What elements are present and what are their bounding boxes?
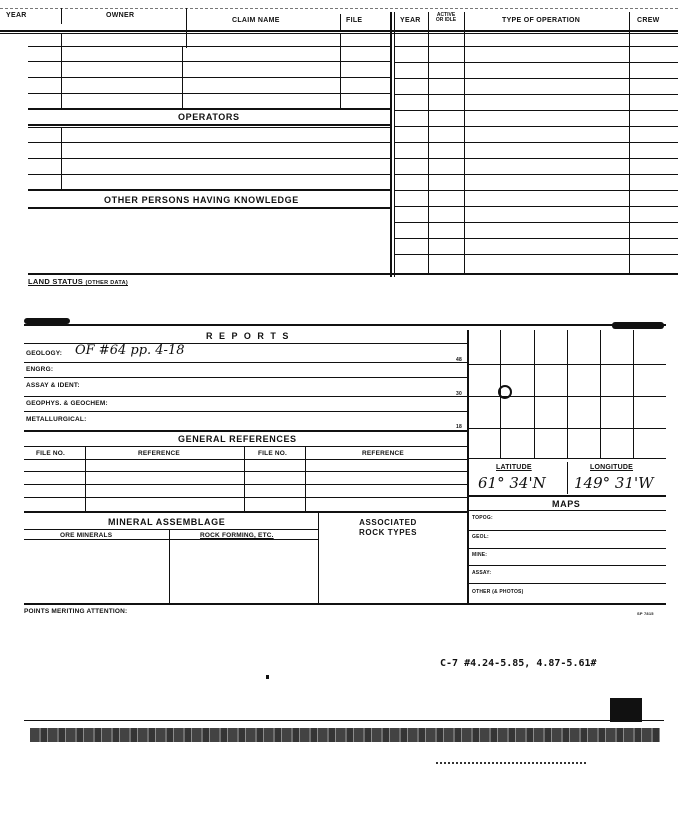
maps-other-label: OTHER (& PHOTOS) xyxy=(472,589,524,595)
engrg-label: ENGRG: xyxy=(26,366,54,373)
land-status-label xyxy=(28,277,128,286)
reference-header-2: REFERENCE xyxy=(362,450,404,457)
file-no-header-2: FILE NO. xyxy=(258,450,288,457)
location-marker xyxy=(498,385,512,399)
maps-heading: MAPS xyxy=(552,499,581,509)
latitude-label: LATITUDE xyxy=(496,464,532,471)
active-or-idle-header xyxy=(430,13,462,23)
rock-types-label: ROCK TYPES xyxy=(359,528,418,537)
active-label: ACTIVE xyxy=(436,12,456,18)
reference-header-1: REFERENCE xyxy=(138,450,180,457)
points-meriting-label: POINTS MERITING ATTENTION: xyxy=(24,608,128,615)
associated-label: ASSOCIATED xyxy=(359,518,417,527)
form-number: SP 7815 xyxy=(637,611,654,616)
maps-geol-label: GEOL: xyxy=(472,534,489,540)
claim-name-header: CLAIM NAME xyxy=(232,17,280,24)
year-header: YEAR xyxy=(6,12,27,19)
longitude-label: LONGITUDE xyxy=(590,464,634,471)
operators-heading: OPERATORS xyxy=(178,112,240,122)
owner-header: OWNER xyxy=(106,12,135,19)
geology-value: OF #64 pp. 4-18 xyxy=(75,343,185,358)
metallurgical-label: METALLURGICAL: xyxy=(26,416,87,423)
year2-header: YEAR xyxy=(400,17,421,24)
mineral-assemblage-heading: MINERAL ASSEMBLAGE xyxy=(108,517,226,527)
maps-mine-label: MINE: xyxy=(472,552,488,558)
torn-edge-band xyxy=(30,728,660,742)
or-idle-label: OR IDLE xyxy=(435,17,457,23)
geology-num: 48 xyxy=(456,357,462,363)
file-header: FILE xyxy=(346,17,363,24)
geology-label: GEOLOGY: xyxy=(26,350,63,357)
general-references-heading: GENERAL REFERENCES xyxy=(178,434,297,444)
maps-assay-label: ASSAY: xyxy=(472,570,492,576)
speck xyxy=(266,675,269,679)
other-persons-heading: OTHER PERSONS HAVING KNOWLEDGE xyxy=(104,195,299,205)
file-no-header-1: FILE NO. xyxy=(36,450,66,457)
dark-block xyxy=(610,698,642,722)
metallurgical-num: 18 xyxy=(456,424,462,430)
longitude-value: 149° 31'W xyxy=(574,474,654,492)
maps-topog-label: TOPOG: xyxy=(472,515,493,521)
assay-ident-label: ASSAY & IDENT: xyxy=(26,382,80,389)
reports-heading: R E P O R T S xyxy=(206,331,291,341)
top-edge-line xyxy=(0,8,678,9)
assay-num: 30 xyxy=(456,391,462,397)
crew-header: CREW xyxy=(637,17,660,24)
type-of-operation-header: TYPE OF OPERATION xyxy=(502,17,581,24)
land-status-title: LAND STATUS xyxy=(28,277,84,286)
reference-stamp: C-7 #4.24-5.85, 4.87-5.61# xyxy=(440,658,597,669)
rock-forming-header: ROCK FORMING, ETC. xyxy=(200,532,274,539)
associated-rock-types-header xyxy=(359,518,417,538)
land-status-sub: (OTHER DATA) xyxy=(85,280,128,286)
ore-minerals-header: ORE MINERALS xyxy=(60,532,113,539)
latitude-value: 61° 34'N xyxy=(478,474,546,492)
bottom-dots xyxy=(436,762,586,764)
geophys-label: GEOPHYS. & GEOCHEM: xyxy=(26,400,108,407)
